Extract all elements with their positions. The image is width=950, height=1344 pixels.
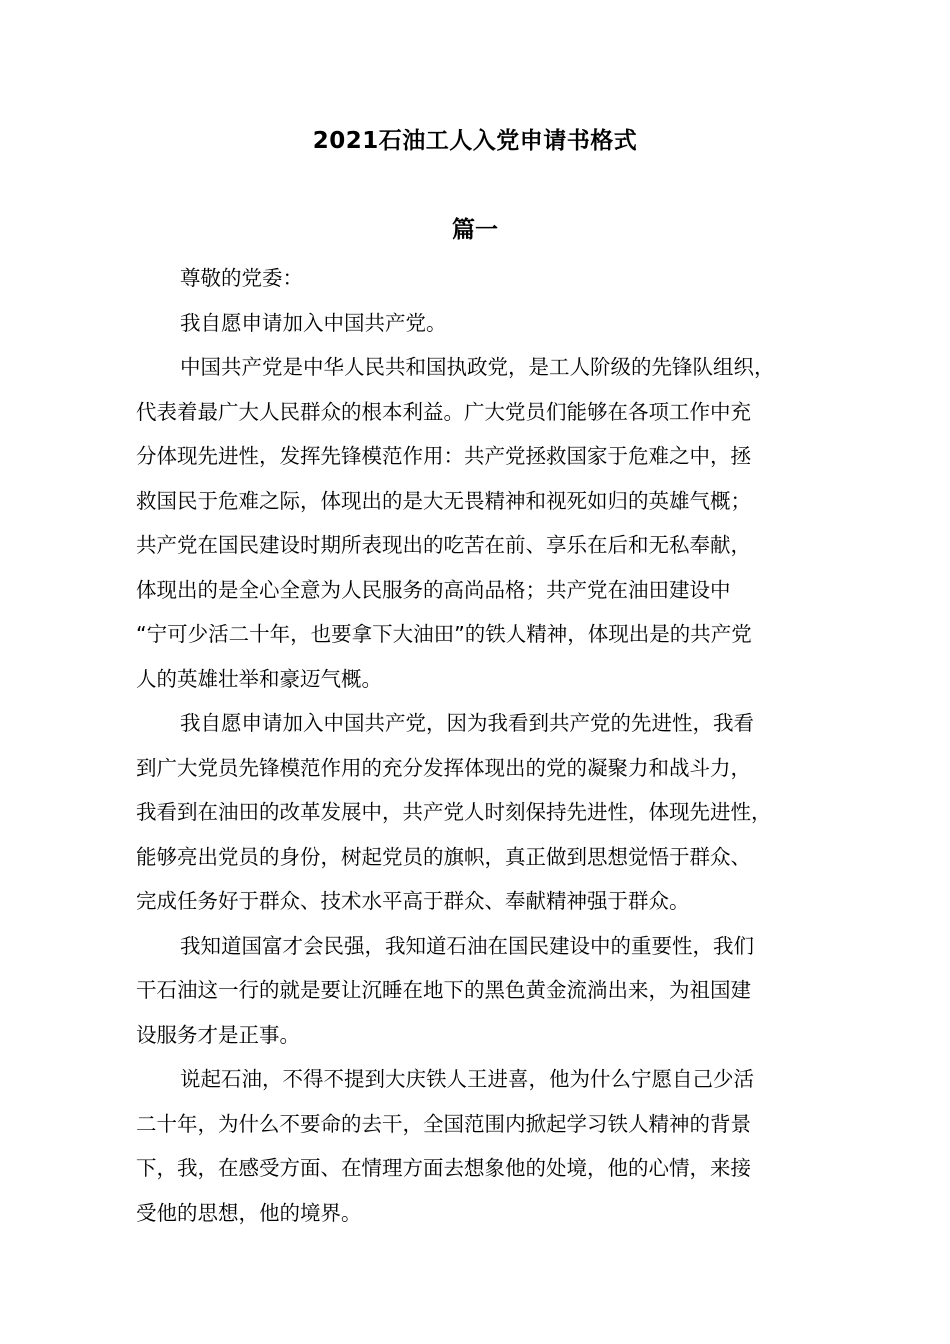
text-line: 人的英雄壮举和豪迈气概。 bbox=[136, 666, 382, 691]
text-line: 我知道国富才会民强，我知道石油在国民建设中的重要性，我们 bbox=[180, 933, 754, 958]
text-line: 下，我，在感受方面、在情理方面去想象他的处境，他的心情，来接 bbox=[136, 1156, 751, 1180]
text-line: “宁可少活二十年，也要拿下大油田”的铁人精神，体现出是的共产党 bbox=[136, 622, 752, 646]
paragraph bbox=[136, 345, 828, 701]
text-line: 设服务才是正事。 bbox=[136, 1022, 300, 1047]
text-line: 中国共产党是中华人民共和国执政党，是工人阶级的先锋队组织， bbox=[180, 355, 775, 379]
text-line: 我自愿申请加入中国共产党，因为我看到共产党的先进性，我看 bbox=[180, 711, 754, 735]
text-line: 干石油这一行的就是要让沉睡在地下的黑色黄金流淌出来，为祖国建 bbox=[136, 978, 751, 1002]
text-line: 救国民于危难之际，体现出的是大无畏精神和视死如归的英雄气概； bbox=[136, 488, 751, 513]
text-line: 分体现先进性，发挥先锋模范作用：共产党拯救国家于危难之中，拯 bbox=[136, 444, 751, 468]
text-line: 受他的思想，他的境界。 bbox=[136, 1200, 362, 1225]
text-line: 共产党在国民建设时期所表现出的吃苦在前、享乐在后和无私奉献， bbox=[136, 533, 751, 557]
text-line: 尊敬的党委： bbox=[180, 266, 303, 290]
text-line: 我自愿申请加入中国共产党。 bbox=[180, 310, 447, 335]
document-body bbox=[136, 256, 828, 1235]
document-title: 2021石油工人入党申请书格式 bbox=[312, 128, 638, 154]
text-line: 完成任务好于群众、技术水平高于群众、奉献精神强于群众。 bbox=[136, 889, 690, 913]
paragraph bbox=[136, 924, 828, 1058]
paragraph bbox=[136, 301, 828, 346]
text-line: 能够亮出党员的身份，树起党员的旗帜，真正做到思想觉悟于群众、 bbox=[136, 844, 751, 869]
paragraph bbox=[136, 1057, 828, 1235]
text-line: 到广大党员先锋模范作用的充分发挥体现出的党的凝聚力和战斗力， bbox=[136, 755, 751, 780]
text-line: 我看到在油田的改革发展中，共产党人时刻保持先进性，体现先进性， bbox=[136, 800, 772, 824]
text-line: 说起石油，不得不提到大庆铁人王进喜，他为什么宁愿自己少活 bbox=[180, 1067, 754, 1091]
text-line: 代表着最广大人民群众的根本利益。广大党员们能够在各项工作中充 bbox=[136, 399, 751, 424]
section-heading: 篇一 bbox=[452, 217, 498, 243]
text-line: 二十年，为什么不要命的去干，全国范围内掀起学习铁人精神的背景 bbox=[136, 1111, 751, 1136]
text-line: 体现出的是全心全意为人民服务的高尚品格；共产党在油田建设中 bbox=[136, 577, 731, 602]
paragraph bbox=[136, 701, 828, 924]
paragraph-salutation bbox=[136, 256, 828, 301]
